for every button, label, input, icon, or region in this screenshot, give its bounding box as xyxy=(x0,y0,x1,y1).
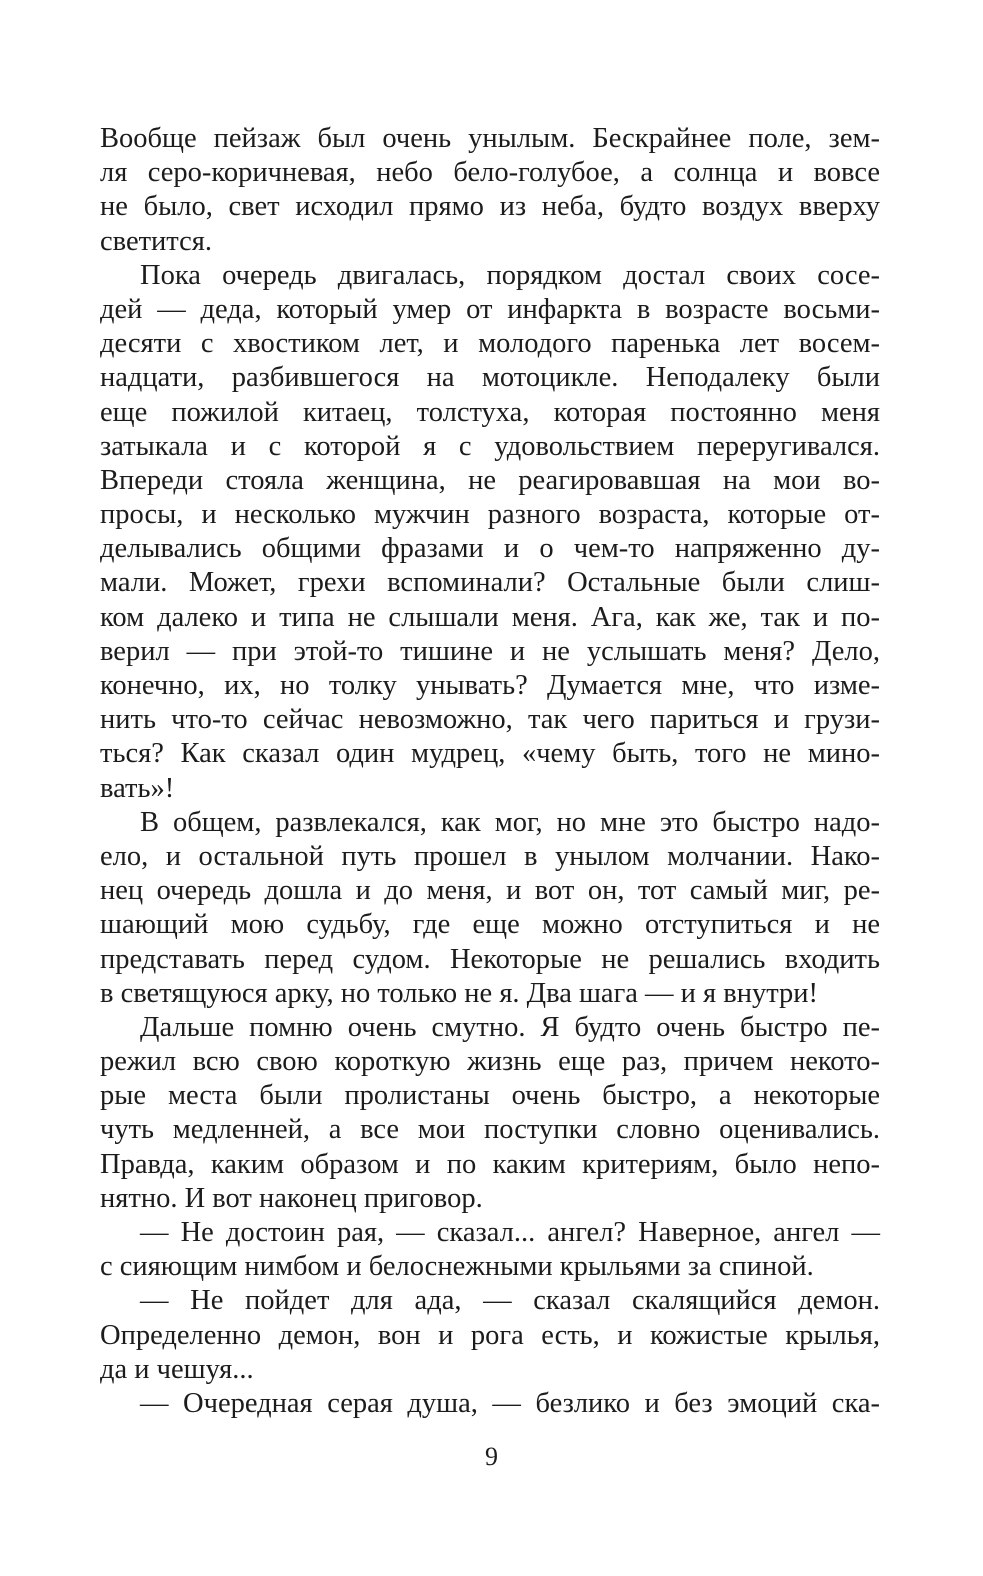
text-line: режил всю свою короткую жизнь еще раз, причем некото- xyxy=(100,1046,880,1078)
text-line: делывались общими фразами и о чем-то напряженно ду- xyxy=(100,533,880,565)
text-line: нятно. И вот наконец приговор. xyxy=(100,1182,483,1214)
book-page-text xyxy=(100,122,880,1421)
text-line: Правда, каким образом и по каким критериям, было непо- xyxy=(100,1148,880,1180)
text-line: еще пожилой китаец, толстуха, которая постоянно меня xyxy=(100,396,880,428)
text-line: — Не достоин рая, — сказал... ангел? Наверное, ангел — xyxy=(140,1217,880,1248)
text-line: Определенно демон, вон и рога есть, и кожистые крылья, xyxy=(100,1319,880,1351)
text-line: нец очередь дошла и до меня, и вот он, тот самый миг, ре- xyxy=(100,875,880,907)
text-line: просы, и несколько мужчин разного возраста, которые от- xyxy=(100,499,880,531)
text-line: с сияющим нимбом и белоснежными крыльями за спиной. xyxy=(100,1251,814,1283)
text-line: светится. xyxy=(100,225,212,257)
text-line: ком далеко и типа не слышали меня. Ага, как же, так и по- xyxy=(100,601,880,633)
text-line: надцати, разбившегося на мотоцикле. Неподалеку были xyxy=(100,362,880,394)
text-line: ля серо-коричневая, небо бело-голубое, а солнца и вовсе xyxy=(100,157,880,189)
text-line: мали. Может, грехи вспоминали? Остальные были слиш- xyxy=(100,567,880,599)
text-line: не было, свет исходил прямо из неба, будто воздух вверху xyxy=(100,191,880,223)
text-line: — Очередная серая душа, — безлико и без эмоций ска- xyxy=(140,1387,880,1419)
text-line: Впереди стояла женщина, не реагировавшая на мои во- xyxy=(100,464,880,496)
page-number: 9 xyxy=(485,1442,498,1471)
text-line: — Не пойдет для ада, — сказал скалящийся демон. xyxy=(140,1285,880,1317)
text-line: шающий мою судьбу, где еще можно отступиться и не xyxy=(100,909,880,941)
text-line: ело, и остальной путь прошел в унылом молчании. Нако- xyxy=(100,840,880,872)
text-line: нить что-то сейчас невозможно, так чего париться и грузи- xyxy=(100,704,880,736)
text-line: десяти с хвостиком лет, и молодого паренька лет восем- xyxy=(100,328,880,360)
text-line: Дальше помню очень смутно. Я будто очень быстро пе- xyxy=(140,1011,880,1043)
text-line: вать»! xyxy=(100,772,175,804)
text-line: затыкала и с которой я с удовольствием переругивался. xyxy=(100,430,880,462)
text-line: Пока очередь двигалась, порядком достал своих сосе- xyxy=(140,259,880,291)
text-line: Вообще пейзаж был очень унылым. Бескрайнее поле, зем- xyxy=(100,123,880,154)
text-line: да и чешуя... xyxy=(100,1353,254,1385)
text-line: ться? Как сказал один мудрец, «чему быть, того не мино- xyxy=(100,738,880,770)
text-line: верил — при этой-то тишине и не услышать меня? Дело, xyxy=(100,635,880,667)
text-line: чуть медленней, а все мои поступки словно оценивались. xyxy=(100,1114,880,1146)
text-line: рые места были пролистаны очень быстро, а некоторые xyxy=(100,1080,880,1112)
text-line: представать перед судом. Некоторые не решались входить xyxy=(100,943,880,975)
text-line: В общем, развлекался, как мог, но мне это быстро надо- xyxy=(140,806,880,838)
text-line: дей — деда, который умер от инфаркта в возрасте восьми- xyxy=(100,293,880,325)
text-line: конечно, их, но толку унывать? Думается мне, что изме- xyxy=(100,670,880,701)
text-line: в светящуюся арку, но только не я. Два шага — и я внутри! xyxy=(100,977,819,1009)
